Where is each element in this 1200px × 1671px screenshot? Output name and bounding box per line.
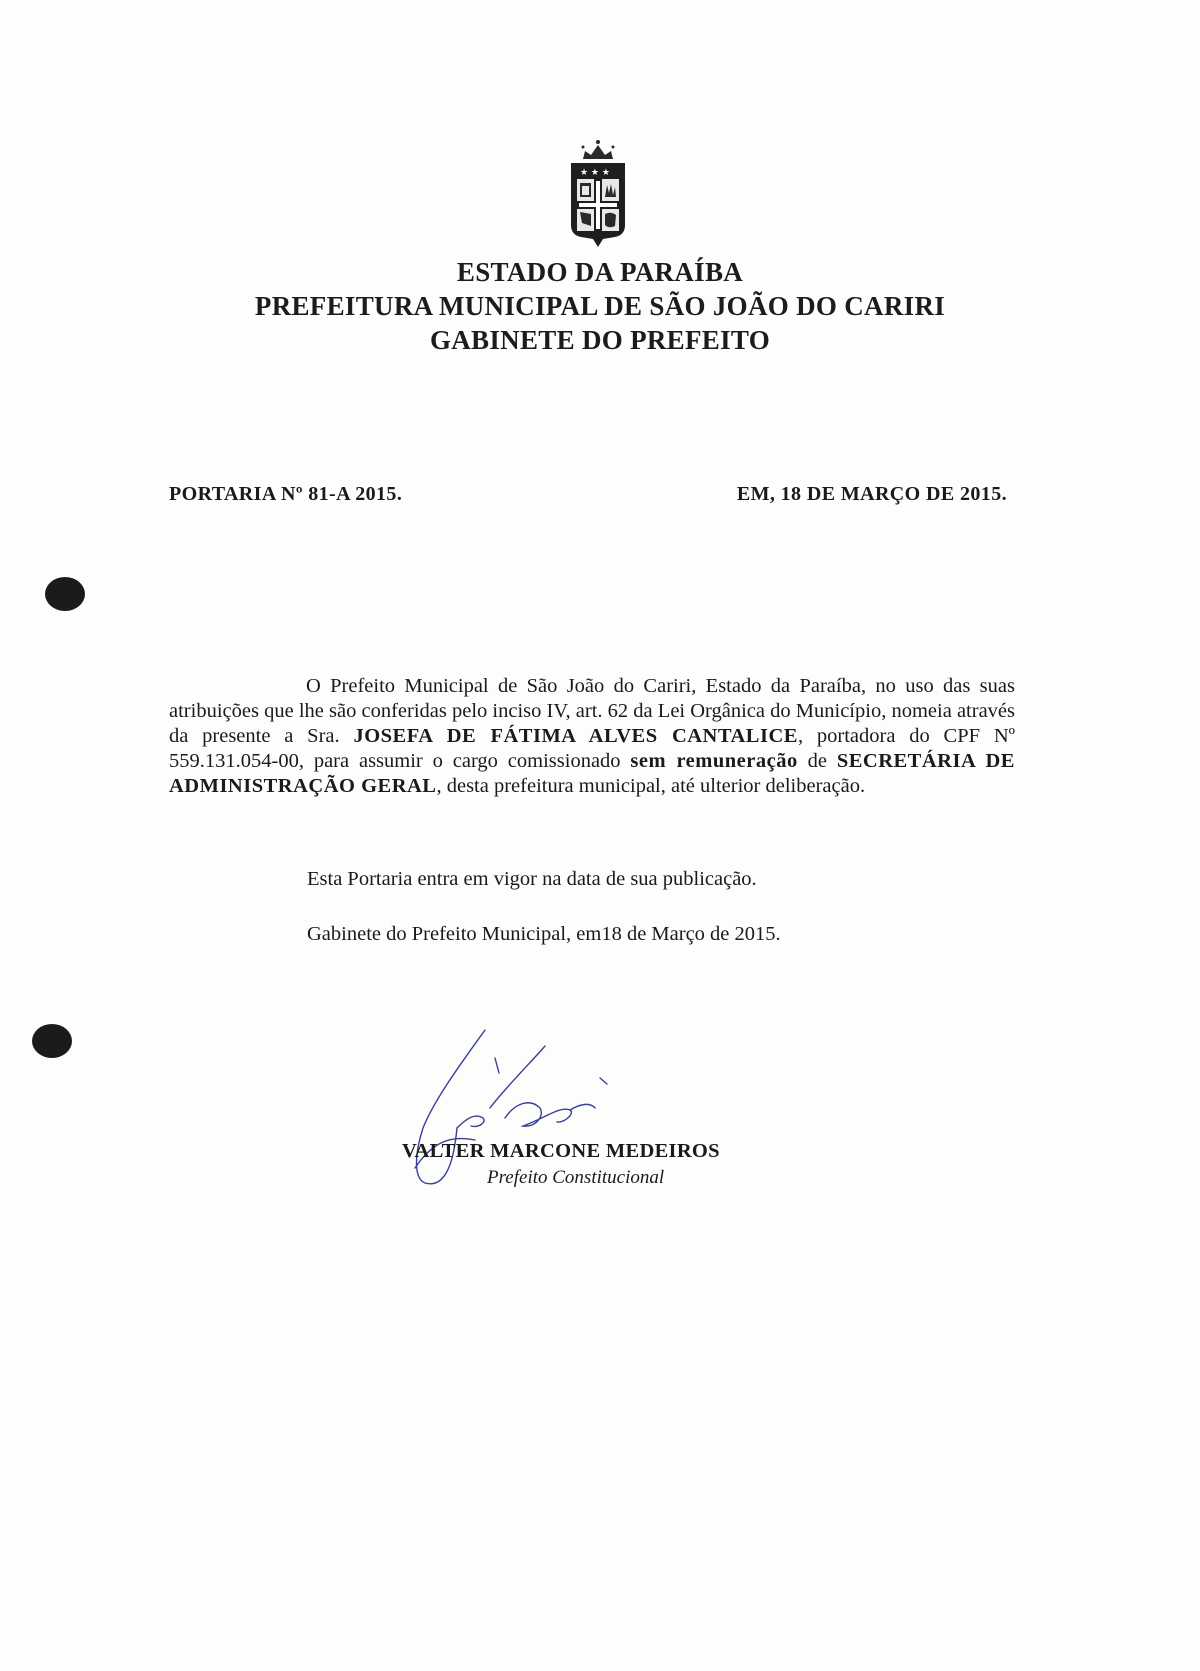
paragraph-text: de [797, 750, 837, 772]
header-office: GABINETE DO PREFEITO [429, 325, 771, 355]
paragraph-text: , desta prefeitura municipal, até ulterior deliberação. [436, 775, 866, 797]
header-municipality: PREFEITURA MUNICIPAL DE SÃO JOÃO DO CARIRI [254, 291, 946, 321]
portaria-date: EM, 18 DE MARÇO DE 2015. [736, 483, 1007, 505]
signatory-title: Prefeito Constitucional [487, 1167, 665, 1188]
nominee-name: JOSEFA DE FÁTIMA ALVES CANTALICE [353, 725, 798, 747]
punch-hole [32, 1024, 72, 1058]
portaria-number: PORTARIA Nº 81-A 2015. [169, 483, 403, 505]
signatory-name: VALTER MARCONE MEDEIROS [402, 1140, 720, 1162]
header-state: ESTADO DA PARAÍBA [456, 257, 744, 287]
paragraph-closing: Gabinete do Prefeito Municipal, em18 de Março de 2015. [307, 923, 781, 945]
paragraph-nomination [169, 674, 1015, 799]
paragraph-text: , portadora do CPF Nº 559.131.054-00, para assumir o cargo comissionado [169, 725, 1016, 772]
remuneration-note: sem remuneração [630, 750, 798, 772]
paragraph-effective: Esta Portaria entra em vigor na data de sua publicação. [307, 868, 757, 890]
svg-text:★ ★ ★: ★ ★ ★ [580, 168, 610, 178]
position-title: SECRETÁRIA DE ADMINISTRAÇÃO GERAL [169, 750, 1015, 797]
paragraph-text: O Prefeito Municipal de São João do Cariri, Estado da Paraíba, no uso das suas atribuições que lhe são conferidas pelo inciso IV, art. 62 da Lei Orgânica do Município, nomeia através da presente a Sra. [169, 675, 1015, 747]
punch-hole [45, 577, 85, 611]
coat-of-arms-icon [553, 137, 643, 252]
